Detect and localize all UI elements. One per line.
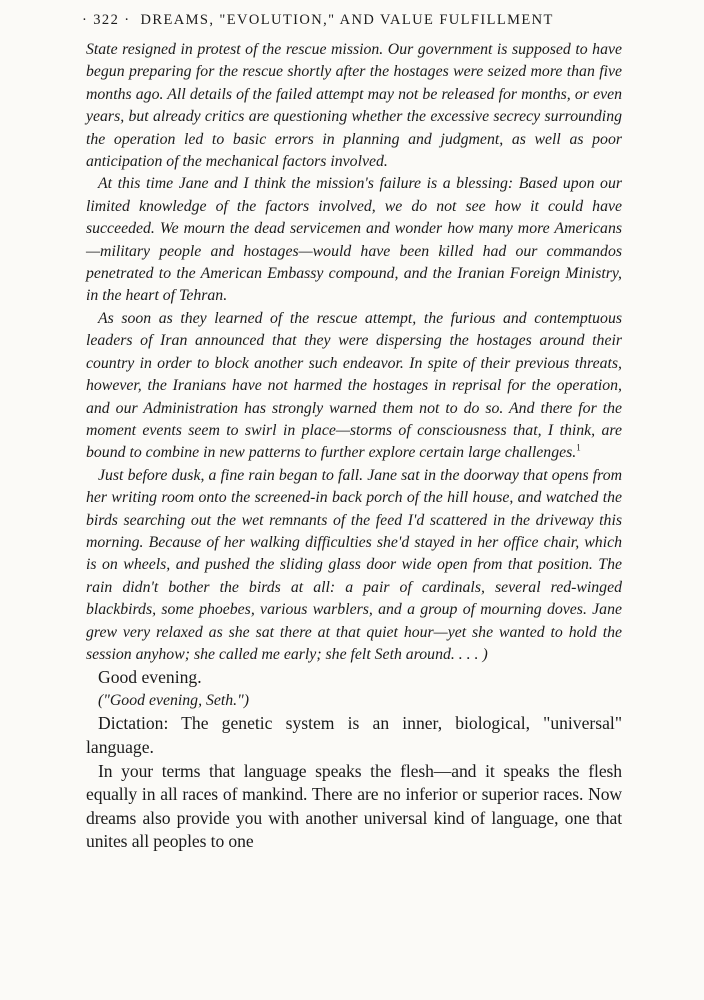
bullet-right: · bbox=[119, 12, 136, 28]
paragraph-mission-failure: At this time Jane and I think the mission's failure is a blessing: Based upon our limited knowledge of the factors involved, we do not see how it could have succeeded. We mourn the dead servicemen and wonder how many more Americans—military people and hostages—would have been killed had our commandos penetrated to the American Embassy compound, and the Iranian Foreign Ministry, in the heart of Tehran. bbox=[86, 175, 622, 305]
paragraph-dictation: Dictation: The genetic system is an inner, biological, "universal" language. bbox=[86, 713, 622, 757]
running-title: DREAMS, "EVOLUTION," AND VALUE FULFILLMENT bbox=[140, 12, 554, 28]
paragraph-universal-language: In your terms that language speaks the flesh—and it speaks the flesh equally in all races of mankind. There are no inferior or superior races. Now dreams also provide you with another universal kind of language, one that unites all peoples to one bbox=[86, 760, 622, 852]
running-header bbox=[82, 12, 622, 29]
paragraph-iran-response-text: As soon as they learned of the rescue attempt, the furious and contemptuous leaders of Iran announced that they were dispersing the hostages around their country in order to block another such endeavor. In spite of their previous threats, however, the Iranians have not harmed the hostages in reprisal for the operation, and our Administration has strongly warned them not to do so. And there for the moment events seem to swirl in place—storms of consciousness that, I think, are bound to combine in new patterns to further explore certain large challenges. bbox=[86, 309, 622, 462]
greeting-reply: ("Good evening, Seth.") bbox=[98, 691, 250, 709]
paragraph-iran-response bbox=[86, 308, 622, 465]
book-page bbox=[82, 12, 622, 854]
paragraph-rain-dusk: Just before dusk, a fine rain began to fall. Jane sat in the doorway that opens from her writing room onto the screened-in back porch of the hill house, and watched the birds searching out the wet remnants of the feed I'd scattered in the driveway this morning. Because of her walking difficulties she'd stayed in her office chair, which is on wheels, and pushed the sliding glass door wide open from that position. The rain didn't bother the birds at all: a pair of cardinals, several red-winged blackbirds, some phoebes, various warblers, and a group of mourning doves. Jane grew very relaxed as she sat there at that quiet hour—yet she wanted to hold the session anyhow; she called me early; she felt Seth around. . . . ) bbox=[86, 466, 622, 663]
page-number: 322 bbox=[93, 12, 120, 28]
bullet-left: · bbox=[82, 12, 94, 28]
paragraph-rescue-mission: State resigned in protest of the rescue mission. Our government is supposed to have begun preparing for the rescue shortly after the hostages were seized more than five months ago. All details of the failed attempt may not be released for months, or even years, but already critics are questioning whether the excessive secrecy surrounding the operation led to basic errors in planning and judgment, as well as poor anticipation of the mechanical factors involved. bbox=[86, 41, 622, 171]
footnote-marker: 1 bbox=[576, 443, 581, 454]
greeting-seth: Good evening. bbox=[98, 667, 202, 688]
